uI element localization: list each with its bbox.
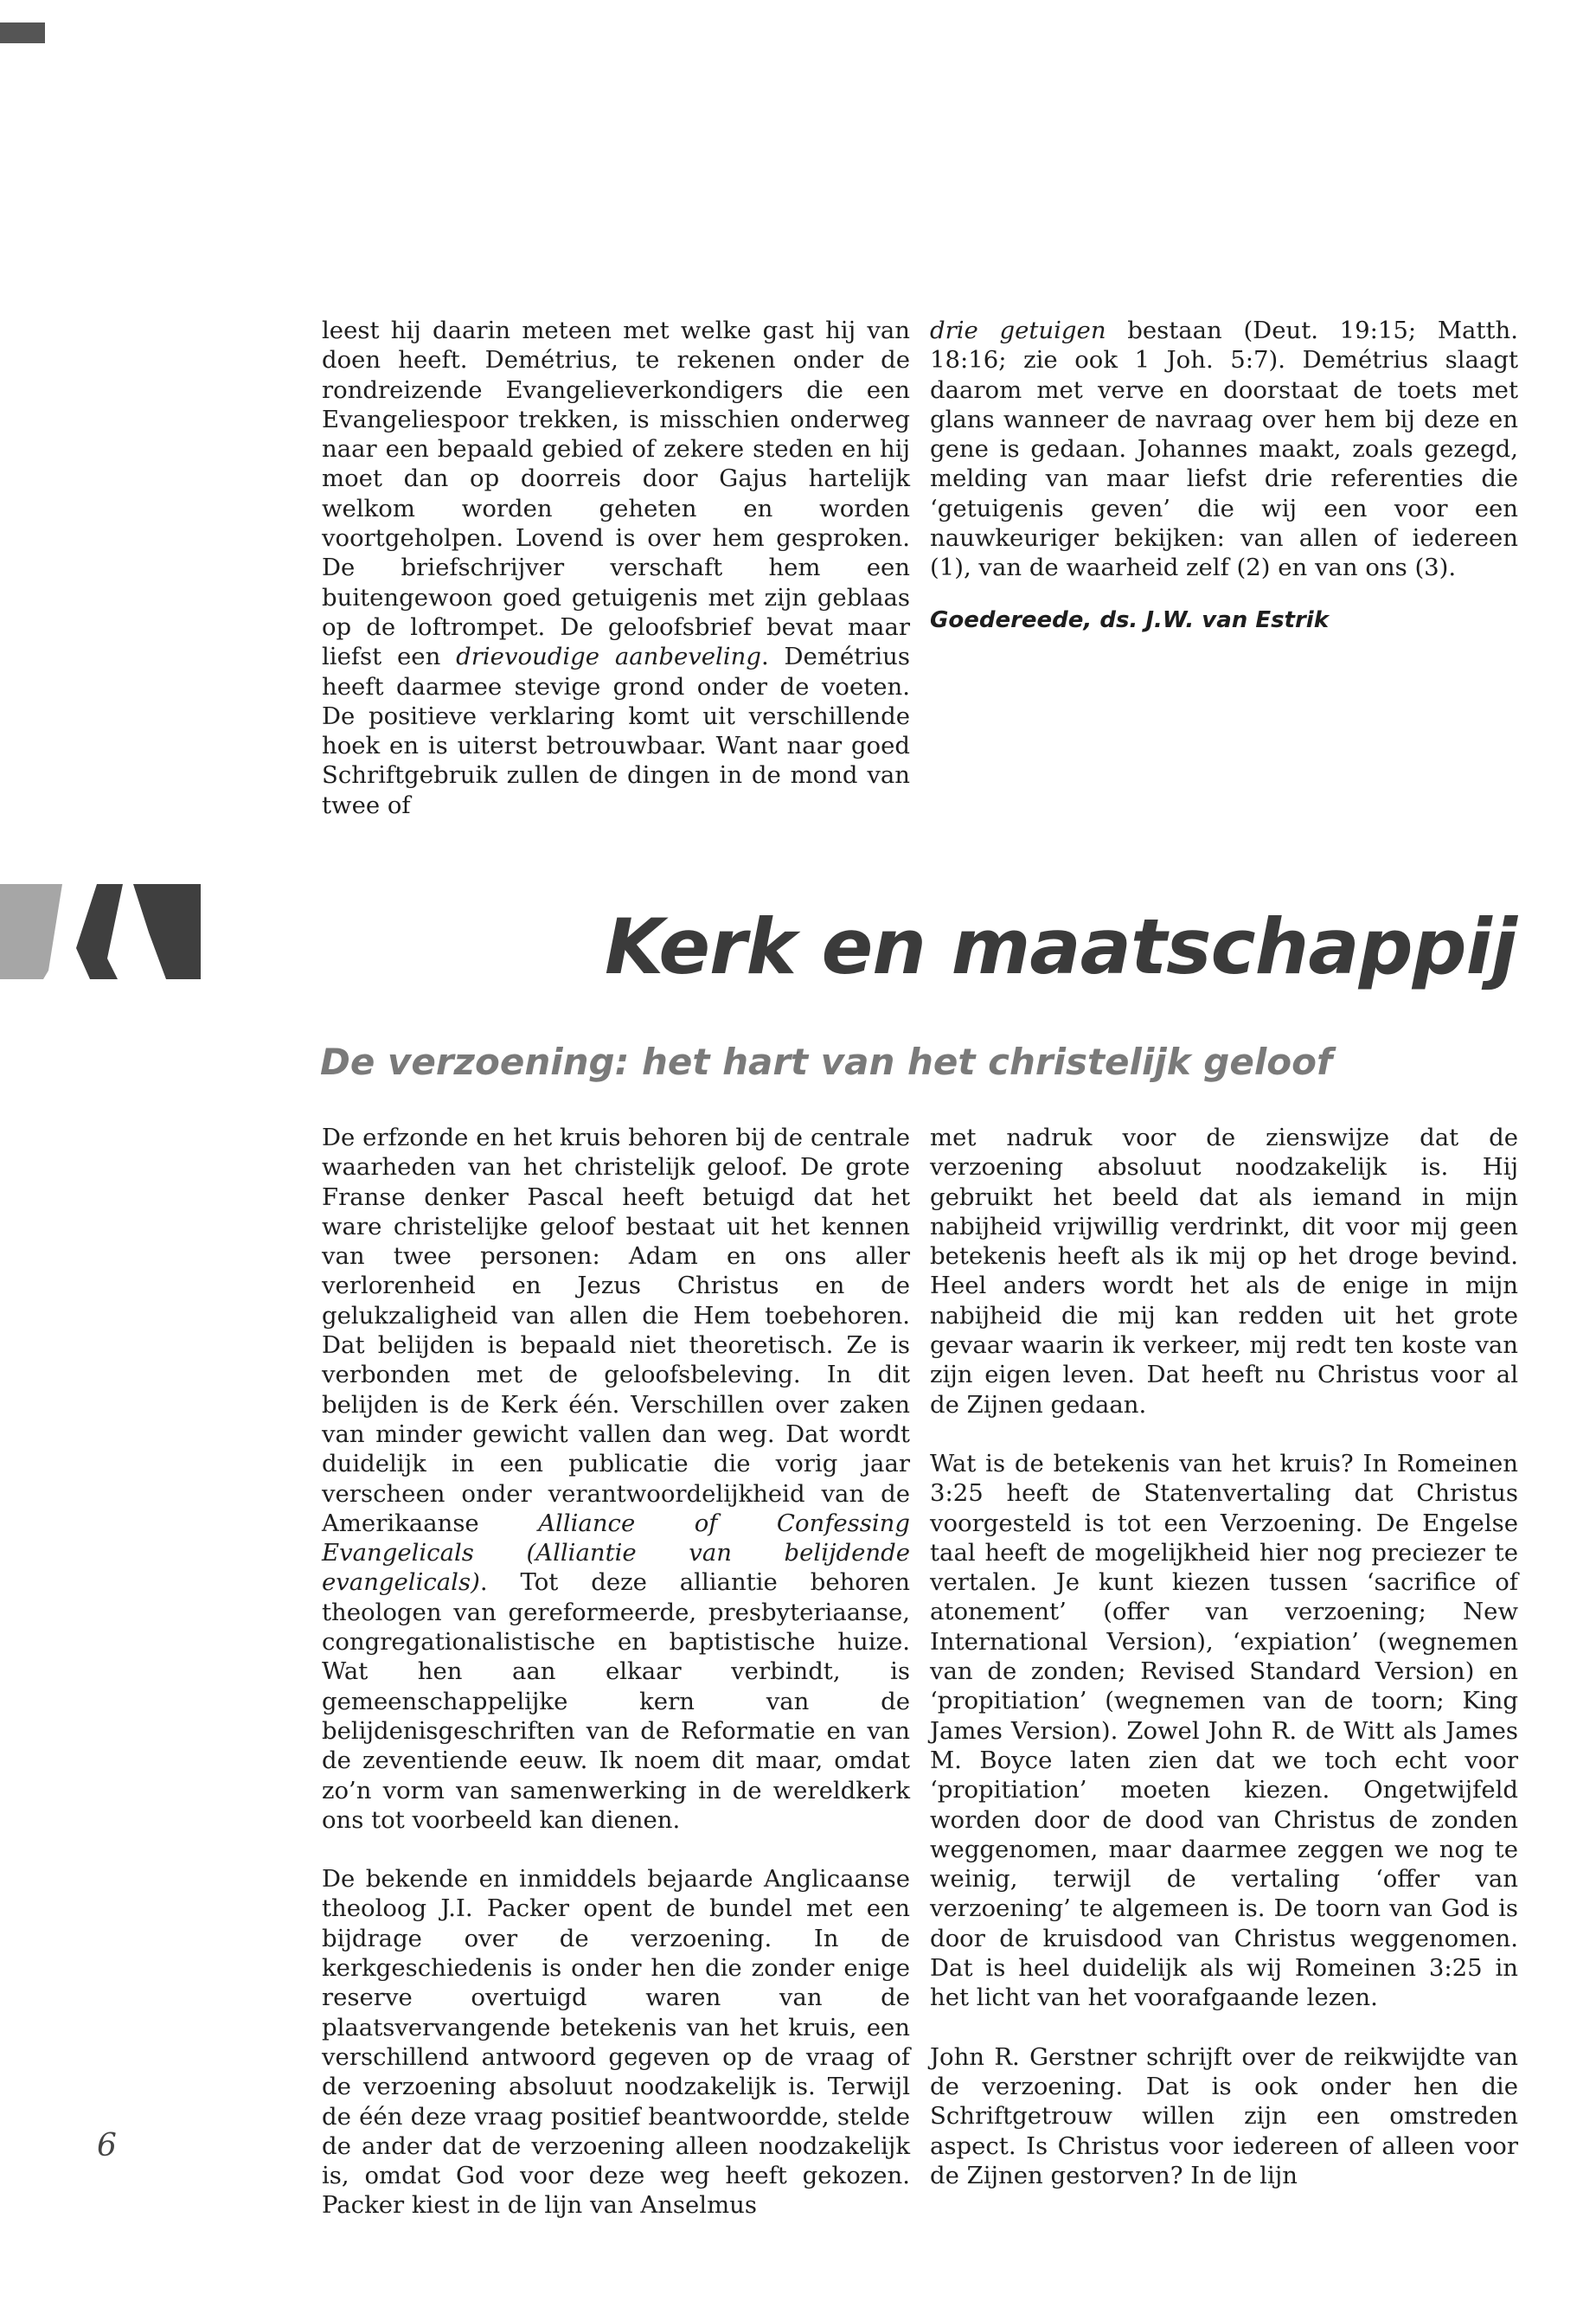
previous-article-right-column [930, 316, 1518, 635]
previous-article-text-right [930, 316, 1518, 583]
text-run: . Demétrius heeft daarmee stevige grond onder de voeten. De positieve verklaring komt uit verschillende hoek en is uiterst betrouwbaar. Want naar goed Schriftgebruik zullen de dingen in de mond van twee of [322, 643, 910, 819]
author-signature: Goedereede, ds. J.W. van Estrik [930, 606, 1330, 633]
section-title: Kerk en maatschappij [604, 902, 1516, 991]
kerk-en-maatschappij-logo-icon [0, 884, 201, 979]
text-run: bestaan (Deut. 19:15; Matth. 18:16; zie ook 1 Joh. 5:7). Demétrius slaagt daarom met verve en doorstaat de toets met glans wanneer de navraag over hem bij deze en gene is gedaan. Johannes maakt, zoals gezegd, melding van maar liefst drie referenties die ‘getuigenis geven’ die wij een voor een nauwkeuriger bekijken: van allen of iedereen (1), van de waarheid zelf (2) en van ons (3). [930, 317, 1518, 582]
article-paragraph-2-continued: met nadruk voor de zienswijze dat de verzoening absoluut noodzakelijk is. Hij gebruikt het beeld dat als iemand in mijn nabijheid vrijwillig verdrinkt, dit voor mij geen betekenis heeft als ik mij op het droge bevind. Heel anders wordt het als de enige in mijn nabijheid die mij kan redden uit het grote gevaar waarin ik verkeer, mij redt ten koste van zijn eigen leven. Dat heeft nu Christus voor al de Zijnen gedaan. [930, 1124, 1518, 1419]
italic-phrase: Alliance of Confessing Evangelicals (Alliantie van belijdende evangelicals) [322, 1509, 910, 1597]
text-run: . Tot deze alliantie behoren theologen van gereformeerde, presbyteriaanse, congregationalistische en baptistische huize. Wat hen aan elkaar verbindt, is gemeenschappelijke kern van de belijdenisgeschriften van de Reformatie en van de zeventiende eeuw. Ik noem dit maar, omdat zo’n vorm van samenwerking in de wereldkerk ons tot voorbeeld kan dienen. [322, 1568, 910, 1834]
page-number: 6 [97, 2128, 117, 2163]
italic-phrase: drievoudige aanbeveling [456, 643, 761, 671]
article-paragraph-4: John R. Gerstner schrijft over de reikwijdte van de verzoening. Dat is ook onder hen die Schriftgetrouw willen zijn een omstreden aspect. Is Christus voor iedereen of alleen voor de Zijnen gestorven? In de lijn [930, 2042, 1518, 2189]
article-left-column [322, 1123, 910, 2221]
text-run: leest hij daarin meteen met welke gast hij van doen heeft. Demétrius, te rekenen onder de rondreizende Evangelieverkondigers die een Evangeliespoor trekken, is misschien onderweg naar een bepaald gebied of zekere steden en hij moet dan op doorreis door Gajus hartelijk welkom worden geheten en worden voortgeholpen. Lovend is over hem gesproken. De briefschrijver verschaft hem een buitengewoon goed getuigenis met zijn geblaas op de loftrompet. De geloofsbrief bevat maar liefst een [322, 317, 910, 671]
corner-marker [0, 22, 45, 43]
article-paragraph-1 [322, 1123, 910, 1835]
article-right-column [930, 1123, 1518, 2190]
article-title: De verzoening: het hart van het christelijk geloof [320, 1041, 1333, 1083]
italic-phrase: drie getuigen [930, 317, 1106, 344]
article-paragraph-2: De bekende en inmiddels bejaarde Anglicaanse theoloog J.I. Packer opent de bundel met een bijdrage over de verzoening. In de kerkgeschiedenis is onder hen die zonder enige reserve overtuigd waren van de plaatsvervangende betekenis van het kruis, een verschillend antwoord gegeven op de vraag of de verzoening absoluut noodzakelijk is. Terwijl de één deze vraag positief beantwoordde, stelde de ander dat de verzoening alleen noodzakelijk is, omdat God voor deze weg heeft gekozen. Packer kiest in de lijn van Anselmus [322, 1865, 910, 2220]
previous-article-text-left [322, 316, 910, 820]
article-paragraph-3: Wat is de betekenis van het kruis? In Romeinen 3:25 heeft de Statenvertaling dat Christus voorgesteld is tot een Verzoening. De Engelse taal heeft de mogelijkheid hier nog preciezer te vertalen. Je kunt kiezen tussen ‘sacrifice of atonement’ (offer van verzoening; New International Version), ‘expiation’ (wegnemen van de zonden; Revised Standard Version) en ‘propitiation’ (wegnemen van de toorn; King James Version). Zowel John R. de Witt als James M. Boyce laten zien dat we toch echt voor ‘propitiation’ moeten kiezen. Ongetwijfeld worden door de dood van Christus de zonden weggenomen, maar daarmee zeggen we nog te weinig, terwijl de vertaling ‘offer van verzoening’ te algemeen is. De toorn van God is door de kruisdood van Christus weggenomen. Dat is heel duidelijk als wij Romeinen 3:25 in het licht van het voorafgaande lezen. [930, 1449, 1518, 2012]
previous-article-left-column [322, 316, 910, 820]
text-run: De erfzonde en het kruis behoren bij de centrale waarheden van het christelijk geloof. De grote Franse denker Pascal heeft betuigd dat het ware christelijke geloof bestaat uit het kennen van twee personen: Adam en ons aller verlorenheid en Jezus Christus en de gelukzaligheid van allen die Hem toebehoren. Dat belijden is bepaald niet theoretisch. Ze is verbonden met de geloofsbeleving. In dit belijden is de Kerk één. Verschillen over zaken van minder gewicht vallen dan weg. Dat wordt duidelijk in een publicatie die vorig jaar verscheen onder verantwoordelijkheid van de Amerikaanse [322, 1124, 910, 1537]
